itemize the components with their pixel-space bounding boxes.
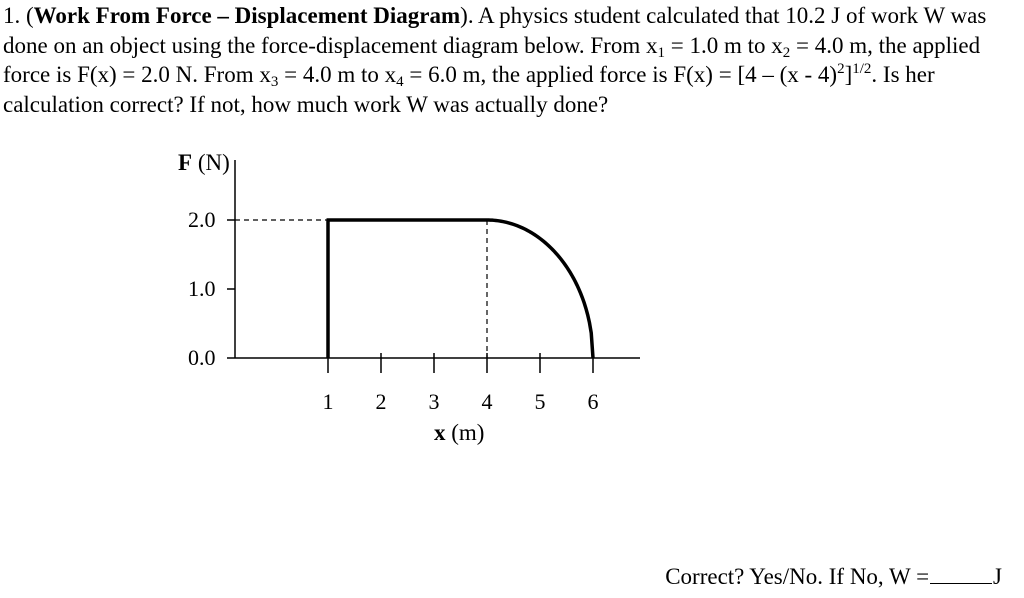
- statement-part: = 6.0 m, the applied force is F(x) = [4 – (x - 4): [403, 62, 838, 87]
- x-axis-title-symbol: x: [434, 420, 446, 445]
- problem-title: Work From Force – Displacement Diagram: [33, 3, 461, 28]
- x-tick-label: 1: [322, 389, 334, 414]
- x-tick-label: 3: [428, 389, 440, 414]
- answer-prompt: Correct? Yes/No. If No, W =: [665, 564, 930, 589]
- force-curve: [327, 220, 594, 358]
- y-ticks: [188, 207, 235, 370]
- superscript: 2: [837, 61, 845, 77]
- y-axis-title-symbol: F: [178, 150, 193, 175]
- statement-part: ]: [844, 62, 853, 87]
- force-curve-segment: [487, 220, 593, 358]
- y-axis-title-unit: (N): [192, 150, 230, 175]
- x-axis-title: [434, 420, 484, 445]
- statement-part: = 1.0 m to x: [664, 32, 783, 58]
- x-tick-label: 6: [587, 389, 599, 414]
- superscript: 1/2: [852, 61, 872, 77]
- y-tick-label: 2.0: [188, 207, 216, 232]
- statement-part: = 4.0 m, the applied force is F(x) = 2.0 N. From x: [3, 32, 981, 87]
- x-tick-label: 4: [481, 389, 493, 414]
- statement-part: = 4.0 m to x: [278, 62, 397, 87]
- answer-unit: J: [993, 564, 1002, 589]
- problem-text: 1. (Work From Force – Displacement Diagram). A physics student calculated that 10.2 J of work W was done on an object using the force-displacement diagram below. From $x_1 = 1.0$ m to $x_2 = 4.0$ m, the applied force is F(x) = 2.0 N. From $x_3 = 4.0$ m to $x_4 = 6.0$ m, the applied force is F(x) = [4 – (x - 4)$^2$]$^{1/2}$. Is her calculation correct? If not, how much work W was actually done?: [3, 3, 987, 117]
- y-tick-label: 0.0: [188, 345, 216, 370]
- x-axis-title-unit: (m): [445, 420, 485, 445]
- guides: [235, 220, 487, 358]
- answer-line: [665, 563, 1002, 590]
- x-tick-label: 5: [534, 389, 546, 414]
- axes: [235, 160, 640, 358]
- statement-part: . Is her calculation correct? If not, how much work W was actually done?: [3, 62, 935, 117]
- answer-blank[interactable]: [930, 563, 992, 584]
- y-tick-label: 1.0: [188, 276, 216, 301]
- y-axis-title: [178, 150, 230, 175]
- problem-number: 1.: [3, 3, 21, 28]
- subscript: 4: [396, 74, 404, 90]
- subscript: 1: [657, 44, 665, 61]
- x-tick-label: 2: [375, 389, 387, 414]
- statement-part: . A physics student calculated that 10.2 J of work W was done on an object using the force-displacement diagram below. From x: [3, 3, 987, 58]
- x-ticks: [323, 353, 599, 414]
- subscript: 2: [782, 44, 791, 61]
- subscript: 3: [270, 74, 279, 90]
